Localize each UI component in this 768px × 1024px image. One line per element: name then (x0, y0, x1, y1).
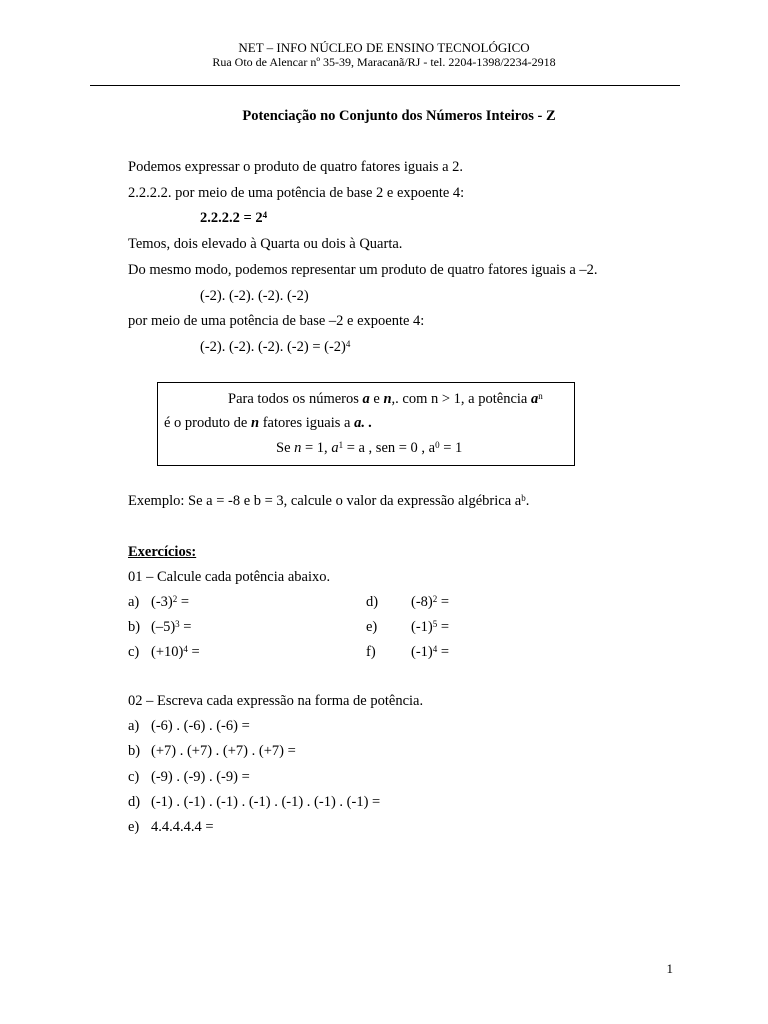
intro-paragraph-4: Do mesmo modo, podemos representar um produto de quatro fatores iguais a –2. (128, 262, 598, 278)
exponent-zero: 0 (435, 440, 440, 450)
definition-text: = 1, (301, 440, 332, 456)
question-2-item-label: e) (128, 819, 140, 836)
power-exponent: 4 (183, 644, 188, 654)
power-exponent: 5 (432, 619, 438, 629)
power-base: (-8) (411, 594, 433, 610)
equals-sign: = (187, 644, 200, 660)
equals-sign: = (437, 594, 450, 610)
header-divider (90, 85, 680, 86)
question-1-item-label: e) (366, 619, 378, 635)
question-1-item-expression (151, 618, 191, 636)
example-text: Exemplo: Se a = -8 e b = 3, calcule o valor da expressão algébrica a (128, 493, 522, 509)
power-exponent: 2 (432, 594, 438, 604)
question-1-item-label: c) (128, 644, 140, 660)
variable-n: n (383, 391, 392, 407)
question-2-item-expression: 4.4.4.4.4 = (151, 819, 214, 836)
example-exponent: b (521, 493, 526, 503)
power-base: (-1) (411, 644, 433, 660)
variable-a: a (362, 391, 370, 407)
question-1-item-label: b) (128, 619, 141, 635)
question-2-item-expression: (-9) . (-9) . (-9) = (151, 768, 250, 785)
page-number: 1 (666, 961, 673, 976)
variable-a: a (331, 440, 339, 456)
question-1-item-expression (411, 643, 449, 661)
equation-3-exponent: 4 (345, 339, 351, 349)
definition-text: Para todos os números (228, 391, 363, 407)
definition-text: = a , sen = 0 , a (343, 440, 436, 456)
question-2-item-label: d) (128, 793, 141, 810)
definition-line-1 (228, 390, 543, 408)
example-paragraph (128, 492, 529, 510)
definition-text: Se (276, 440, 295, 456)
definition-text: fatores iguais a (259, 415, 355, 431)
intro-paragraph-2: 2.2.2.2. por meio de uma potência de base 2 e expoente 4: (128, 185, 465, 201)
intro-paragraph-5: por meio de uma potência de base –2 e expoente 4: (128, 313, 425, 329)
equals-sign: = (179, 619, 192, 635)
power-exponent: 4 (432, 644, 438, 654)
question-2: 02 – Escreva cada expressão na forma de potência. (128, 693, 424, 709)
equation-2: (-2). (-2). (-2). (-2) (200, 288, 309, 304)
question-2-item-label: c) (128, 768, 140, 785)
equation-1-base: 2.2.2.2 = 2 (200, 210, 263, 226)
power-base: (-1) (411, 619, 433, 635)
power-base: a (530, 391, 539, 407)
definition-text: = 1 (439, 440, 463, 456)
header-institution: NET – INFO NÚCLEO DE ENSINO TECNOLÓGICO (238, 40, 530, 55)
equals-sign: = (177, 594, 190, 610)
question-2-item-expression: (+7) . (+7) . (+7) . (+7) = (151, 743, 296, 760)
equals-sign: = (437, 644, 450, 660)
definition-line-3 (276, 439, 462, 457)
page-title: Potenciação no Conjunto dos Números Inteiros - Z (242, 108, 556, 124)
question-1: 01 – Calcule cada potência abaixo. (128, 569, 331, 585)
definition-text: é o produto de (164, 415, 251, 431)
definition-line-2 (164, 414, 372, 432)
power-exponent: 2 (172, 594, 178, 604)
question-1-item-expression (411, 618, 449, 636)
question-2-item-label: a) (128, 718, 140, 734)
intro-paragraph-1: Podemos expressar o produto de quatro fatores iguais a 2. (128, 159, 464, 175)
equation-1-exponent: 4 (262, 210, 268, 220)
power-base: (-3) (151, 594, 173, 610)
equation-1 (200, 209, 267, 227)
power-exponent: 3 (175, 619, 180, 629)
question-1-item-expression (151, 593, 189, 611)
variable-n: n (250, 415, 260, 431)
equation-3-base: (-2). (-2). (-2). (-2) = (-2) (200, 339, 346, 355)
equation-3 (200, 338, 350, 356)
header-address: Rua Oto de Alencar nº 35-39, Maracanã/RJ - tel. 2204-1398/2234-2918 (212, 55, 556, 69)
question-2-item-label: b) (128, 743, 141, 760)
equals-sign: = (437, 619, 450, 635)
question-1-item-expression (151, 643, 200, 661)
variable-a: a. . (354, 415, 373, 431)
power-base: (–5) (151, 619, 176, 635)
power-base: (+10) (151, 644, 184, 660)
example-end: . (525, 493, 530, 509)
question-2-item-expression: (-1) . (-1) . (-1) . (-1) . (-1) . (-1) . (-1) = (151, 793, 381, 810)
intro-paragraph-3: Temos, dois elevado à Quarta ou dois à Quarta. (128, 236, 403, 252)
power-exponent: n (538, 391, 543, 401)
question-1-item-label: d) (366, 594, 379, 610)
exponent-one: 1 (338, 440, 344, 450)
definition-text: ,. com n > 1, a potência (391, 391, 531, 407)
exercises-heading: Exercícios: (128, 544, 197, 560)
definition-text: e (369, 391, 384, 407)
variable-n: n (294, 440, 302, 456)
question-2-item-expression: (-6) . (-6) . (-6) = (151, 718, 250, 734)
question-1-item-expression (411, 593, 449, 611)
question-1-item-label: a) (128, 594, 140, 610)
question-1-item-label: f) (366, 644, 376, 660)
